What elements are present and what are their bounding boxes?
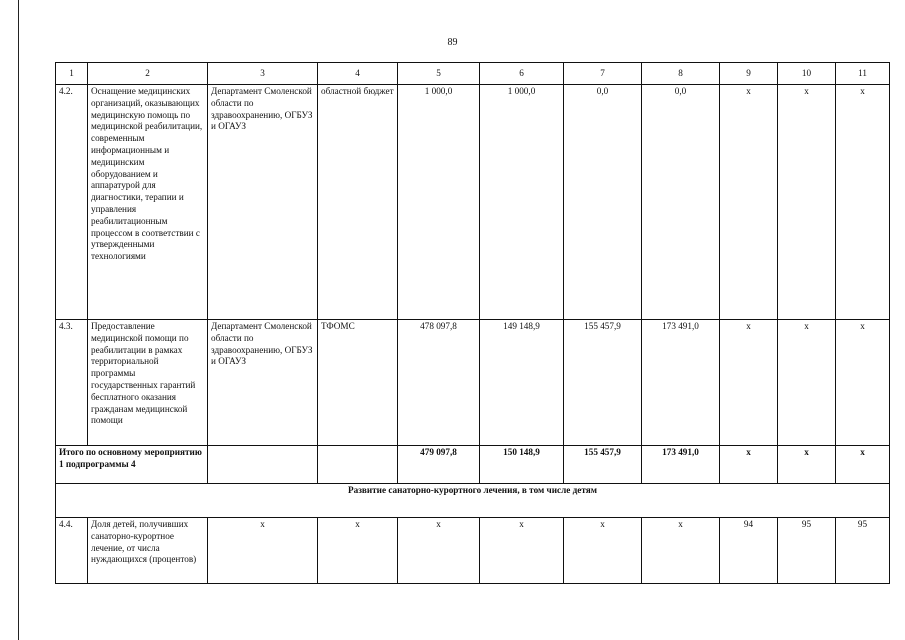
row-number: 4.4. <box>56 518 88 584</box>
header-cell: 2 <box>88 63 208 85</box>
header-cell: 7 <box>564 63 642 85</box>
row-year1: 1 000,0 <box>480 85 564 320</box>
row-executor: Департамент Смоленской области по здравоохранению, ОГБУЗ и ОГАУЗ <box>208 320 318 446</box>
header-cell: 10 <box>778 63 836 85</box>
table-row <box>56 320 890 446</box>
row-col11: 95 <box>836 518 890 584</box>
row-col10: x <box>778 85 836 320</box>
header-cell: 4 <box>318 63 398 85</box>
header-cell: 9 <box>720 63 778 85</box>
row-col11: x <box>836 320 890 446</box>
summary-row <box>56 446 890 484</box>
section-row <box>56 484 890 518</box>
header-cell: 3 <box>208 63 318 85</box>
table-row <box>56 85 890 320</box>
header-cell: 11 <box>836 63 890 85</box>
header-row <box>56 63 890 85</box>
row-executor: x <box>208 518 318 584</box>
summary-col11: x <box>836 446 890 484</box>
row-col10: x <box>778 320 836 446</box>
row-col11: x <box>836 85 890 320</box>
summary-label: Итого по основному мероприятию 1 подпрограммы 4 <box>56 446 208 484</box>
page-number: 89 <box>447 37 458 48</box>
program-table <box>55 62 890 584</box>
row-total: x <box>398 518 480 584</box>
summary-year2: 155 457,9 <box>564 446 642 484</box>
row-total: 478 097,8 <box>398 320 480 446</box>
row-total: 1 000,0 <box>398 85 480 320</box>
row-executor: Департамент Смоленской области по здравоохранению, ОГБУЗ и ОГАУЗ <box>208 85 318 320</box>
row-year2: 0,0 <box>564 85 642 320</box>
row-year3: x <box>642 518 720 584</box>
indicator-row <box>56 518 890 584</box>
row-number: 4.3. <box>56 320 88 446</box>
row-col9: x <box>720 85 778 320</box>
row-funding-source: областной бюджет <box>318 85 398 320</box>
row-year2: x <box>564 518 642 584</box>
row-year1: 149 148,9 <box>480 320 564 446</box>
summary-empty-cell <box>208 446 318 484</box>
summary-year3: 173 491,0 <box>642 446 720 484</box>
row-col10: 95 <box>778 518 836 584</box>
row-description: Предоставление медицинской помощи по реабилитации в рамках территориальной программы государственных гарантий бесплатного оказания гражданам медицинской помощи <box>88 320 208 446</box>
row-funding-source: x <box>318 518 398 584</box>
left-margin-line <box>18 0 19 640</box>
section-title: Развитие санаторно-курортного лечения, в том числе детям <box>56 484 890 518</box>
row-description: Доля детей, получивших санаторно-курортное лечение, от числа нуждающихся (процентов) <box>88 518 208 584</box>
row-year3: 173 491,0 <box>642 320 720 446</box>
row-funding-source: ТФОМС <box>318 320 398 446</box>
summary-empty-cell <box>318 446 398 484</box>
header-cell: 5 <box>398 63 480 85</box>
row-col9: x <box>720 320 778 446</box>
row-year2: 155 457,9 <box>564 320 642 446</box>
row-year1: x <box>480 518 564 584</box>
header-cell: 6 <box>480 63 564 85</box>
summary-total: 479 097,8 <box>398 446 480 484</box>
summary-year1: 150 148,9 <box>480 446 564 484</box>
row-year3: 0,0 <box>642 85 720 320</box>
row-description: Оснащение медицинских организаций, оказывающих медицинскую помощь по медицинской реабилитации, современным информационным и медицинским оборудованием и аппаратурой для диагностики, терапии и управления реабилитационным процессом в соответствии с утвержденными технологиями <box>88 85 208 320</box>
row-number: 4.2. <box>56 85 88 320</box>
header-cell: 8 <box>642 63 720 85</box>
summary-col10: x <box>778 446 836 484</box>
row-col9: 94 <box>720 518 778 584</box>
header-cell: 1 <box>56 63 88 85</box>
summary-col9: x <box>720 446 778 484</box>
